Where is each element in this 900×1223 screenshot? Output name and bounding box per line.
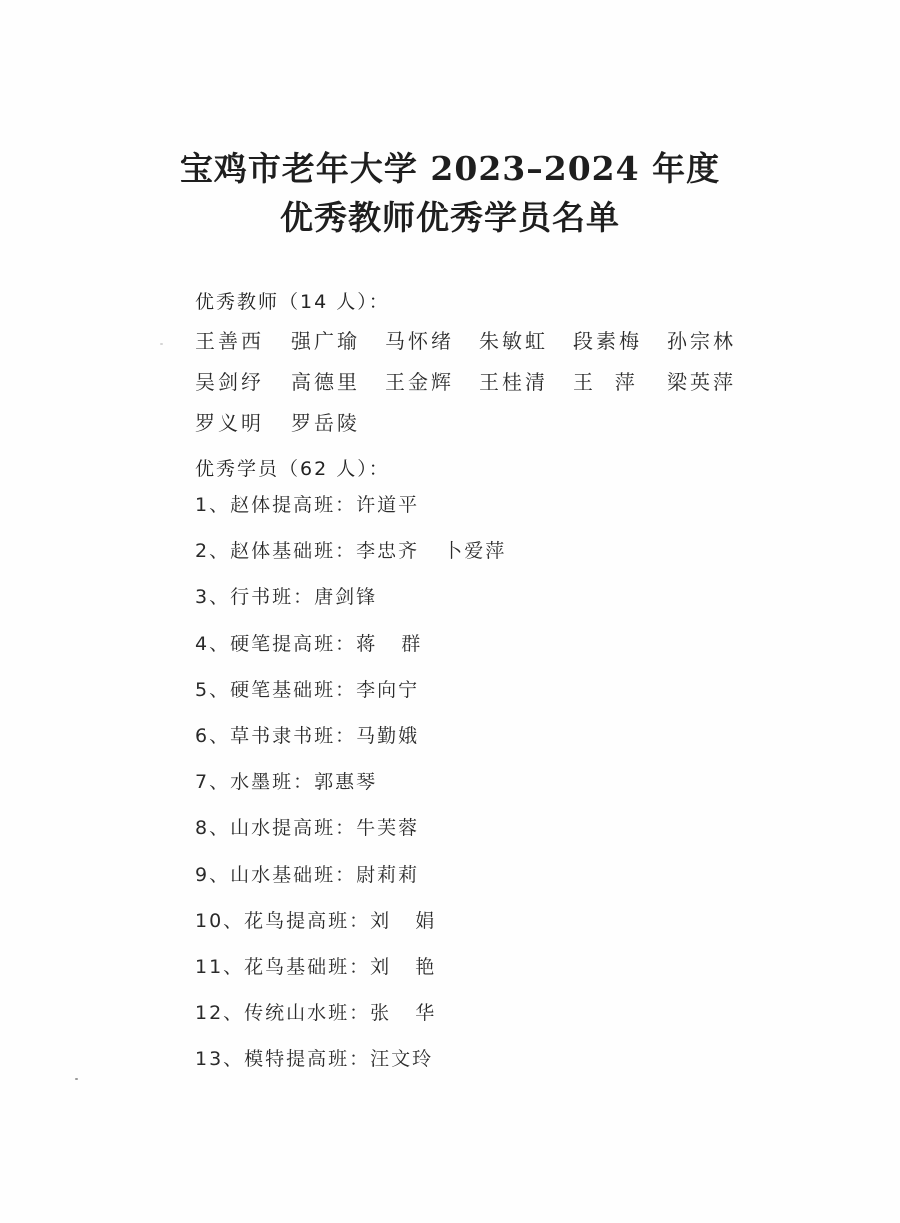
student-list-item: 6、草书隶书班：马勤娥	[195, 724, 420, 747]
student-list-item: 8、山水提高班：牛芙蓉	[195, 817, 420, 840]
scan-speck	[75, 1078, 78, 1080]
teacher-name: 强广瑜	[291, 329, 360, 353]
student-list-item: 1、赵体提高班：许道平	[195, 494, 420, 516]
teacher-row	[195, 407, 755, 437]
teacher-name: 吴剑纾	[195, 370, 264, 394]
teacher-row	[195, 325, 755, 355]
teacher-name: 朱敏虹	[479, 329, 548, 353]
student-list-item: 5、硬笔基础班：李向宁	[195, 678, 420, 701]
teacher-name: 高德里	[291, 370, 360, 394]
teacher-name: 王桂清	[479, 370, 548, 394]
student-list-item: 3、行书班：唐剑锋	[195, 586, 378, 609]
student-list-item: 4、硬笔提高班：蒋 群	[195, 632, 423, 655]
student-list-item: 9、山水基础班：尉莉莉	[195, 863, 420, 886]
teacher-row	[195, 366, 755, 396]
student-list-item: 10、花鸟提高班：刘 娟	[195, 909, 437, 932]
teacher-name: 段素梅	[573, 329, 642, 353]
students-heading: 优秀学员（62 人）：	[195, 458, 390, 480]
scan-speck	[160, 343, 163, 345]
student-list-item: 13、模特提高班：汪文玲	[195, 1048, 434, 1071]
teacher-name: 孙宗林	[667, 329, 736, 353]
student-list-item: 7、水墨班：郭惠琴	[195, 771, 378, 794]
teacher-name: 罗岳陵	[291, 411, 360, 435]
teacher-name: 王金辉	[385, 370, 454, 394]
student-list-item: 12、传统山水班：张 华	[195, 1002, 437, 1025]
teacher-name: 马怀绪	[385, 329, 454, 353]
student-list-item: 11、花鸟基础班：刘 艳	[195, 955, 437, 978]
student-list	[195, 490, 755, 1090]
document-title-line-1: 宝鸡市老年大学 2023–2024 年度	[179, 149, 721, 188]
teacher-name: 王 萍	[573, 370, 638, 394]
teacher-name: 罗义明	[195, 411, 264, 435]
teacher-name: 王善西	[195, 329, 264, 353]
student-list-item: 2、赵体基础班：李忠齐 卜爱萍	[195, 540, 507, 563]
teachers-heading: 优秀教师（14 人）：	[195, 291, 390, 313]
document-title-line-2: 优秀教师优秀学员名单	[280, 198, 620, 237]
teacher-name: 梁英萍	[667, 370, 736, 394]
